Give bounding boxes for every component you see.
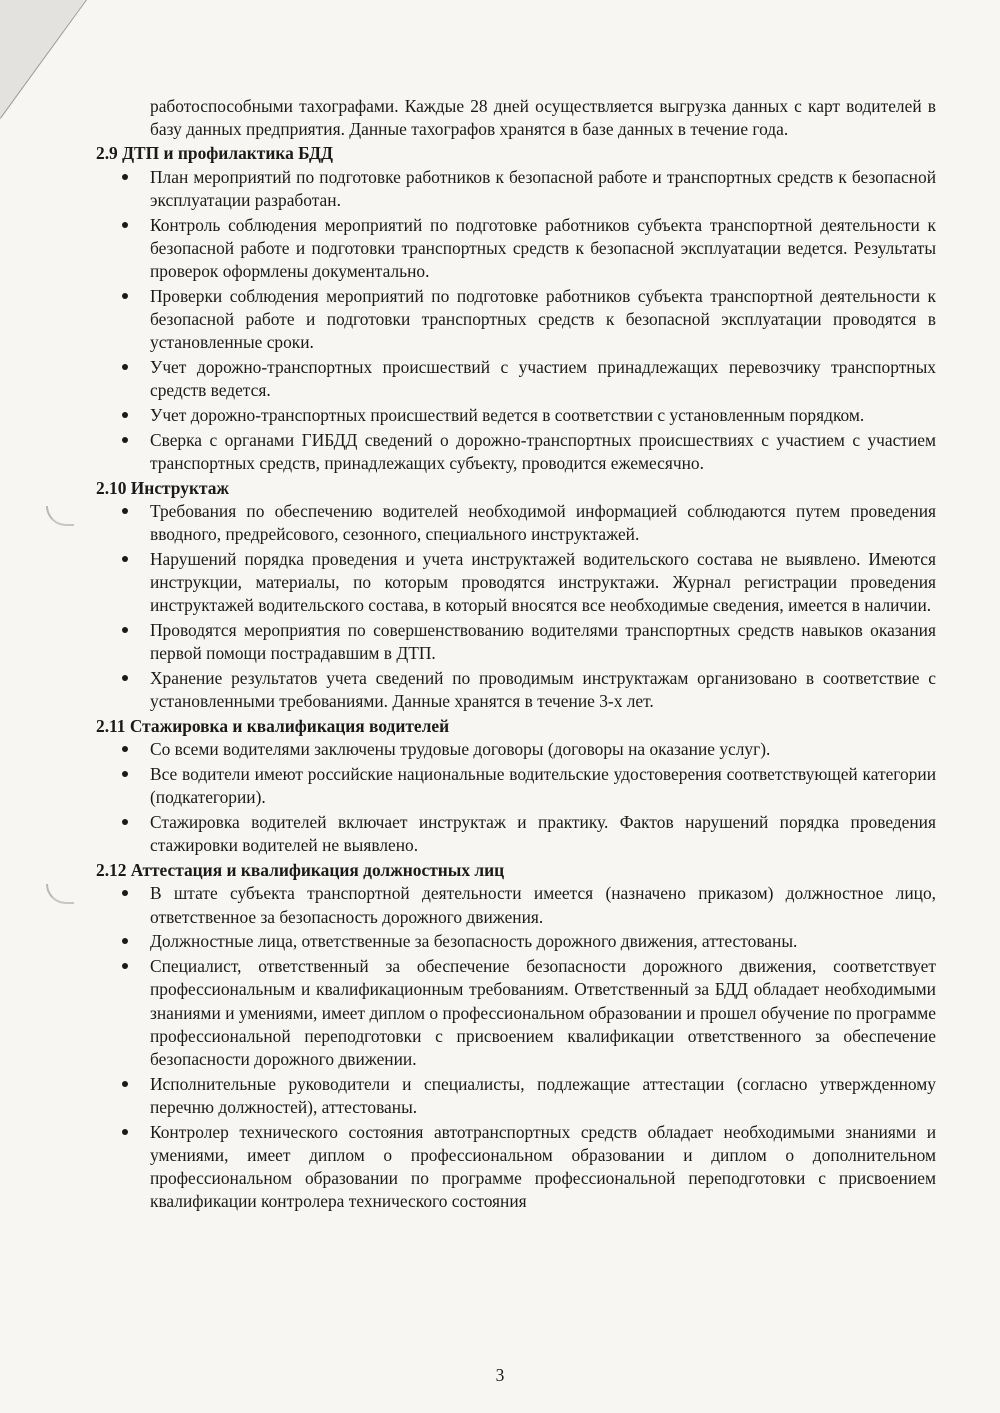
section-heading: 2.9 ДТП и профилактика БДД <box>96 143 333 164</box>
section-2-12 <box>96 859 936 1213</box>
bullet-icon <box>122 556 128 562</box>
list-item: Требования по обеспечению водителей необходимой информацией соблюдаются путем проведения вводного, предрейсового, сезонного, специального инструктажей. <box>96 500 936 546</box>
bullet-icon <box>122 364 128 370</box>
bullet-icon <box>122 222 128 228</box>
list-item: Учет дорожно-транспортных происшествий с участием принадлежащих перевозчику транспортных средств ведется. <box>96 356 936 402</box>
document-body <box>96 95 936 1215</box>
list-item: Контролер технического состояния автотранспортных средств обладает необходимыми знаниями и умениями, имеет диплом о профессиональном образовании и диплом о дополнительном профессиональном образовании по программе профессиональной переподготовки с присвоением квалификации контролера технического состояния <box>96 1121 936 1214</box>
bullet-icon <box>122 890 128 896</box>
bullet-icon <box>122 174 128 180</box>
section-2-11 <box>96 715 936 857</box>
list-item: Нарушений порядка проведения и учета инструктажей водительского состава не выявлено. Имеются инструкции, материалы, по которым проводятся инструктажи. Журнал регистрации проведения инструктажей водительского состава, в который вносятся все необходимые сведения, имеется в наличии. <box>96 548 936 618</box>
bullet-icon <box>122 627 128 633</box>
bullet-list <box>96 166 936 476</box>
bullet-list <box>96 500 936 714</box>
list-item: Контроль соблюдения мероприятий по подготовке работников субъекта транспортной деятельности к безопасной работе и подготовки транспортных средств к безопасной эксплуатации ведется. Результаты проверок оформлены документально. <box>96 214 936 284</box>
list-item: Специалист, ответственный за обеспечение безопасности дорожного движения, соответствует профессиональным и квалификационным требованиям. Ответственный за БДД обладает необходимыми знаниями и умениями, имеет диплом о профессиональном образовании и прошел обучение по программе профессиональной переподготовки с присвоением квалификации ответственного за обеспечение безопасности дорожного движении. <box>96 955 936 1071</box>
list-item: Проверки соблюдения мероприятий по подготовке работников субъекта транспортной деятельности к безопасной работе и подготовки транспортных средств к безопасной эксплуатации проводятся в установленные сроки. <box>96 285 936 355</box>
section-2-9 <box>96 142 936 475</box>
list-item: Сверка с органами ГИБДД сведений о дорожно-транспортных происшествиях с участием с участием транспортных средств, принадлежащих субъекту, проводится ежемесячно. <box>96 429 936 475</box>
intro-paragraph: работоспособными тахографами. Каждые 28 дней осуществляется выгрузка данных с карт водителей в базу данных предприятия. Данные тахографов хранятся в базе данных в течение года. <box>150 96 936 140</box>
section-heading: 2.10 Инструктаж <box>96 477 230 498</box>
list-item: Исполнительные руководители и специалисты, подлежащие аттестации (согласно утвержденному перечню должностей), аттестованы. <box>96 1073 936 1119</box>
bullet-icon <box>122 412 128 418</box>
list-item: Все водители имеют российские национальные водительские удостоверения соответствующей категории (подкатегории). <box>96 763 936 809</box>
section-heading: 2.11 Стажировка и квалификация водителей <box>96 716 450 737</box>
bullet-icon <box>122 1129 128 1135</box>
bullet-icon <box>122 819 128 825</box>
section-2-10 <box>96 477 936 714</box>
section-heading: 2.12 Аттестация и квалификация должностных лиц <box>96 860 505 881</box>
bullet-list <box>96 882 936 1213</box>
punch-hole-mark <box>46 506 74 526</box>
list-item: Стажировка водителей включает инструктаж и практику. Фактов нарушений порядка проведения стажировки водителей не выявлено. <box>96 811 936 857</box>
punch-hole-mark <box>46 884 74 904</box>
bullet-icon <box>122 293 128 299</box>
bullet-icon <box>122 963 128 969</box>
list-item: План мероприятий по подготовке работников к безопасной работе и транспортных средств к безопасной эксплуатации разработан. <box>96 166 936 212</box>
list-item: Хранение результатов учета сведений по проводимым инструктажам организовано в соответствие с установленными требованиями. Данные хранятся в течение 3-х лет. <box>96 667 936 713</box>
bullet-icon <box>122 1081 128 1087</box>
list-item: Должностные лица, ответственные за безопасность дорожного движения, аттестованы. <box>96 930 936 953</box>
bullet-icon <box>122 675 128 681</box>
list-item: Проводятся мероприятия по совершенствованию водителями транспортных средств навыков оказания первой помощи пострадавшим в ДТП. <box>96 619 936 665</box>
bullet-icon <box>122 771 128 777</box>
bullet-list <box>96 738 936 857</box>
bullet-icon <box>122 746 128 752</box>
bullet-icon <box>122 938 128 944</box>
list-item: В штате субъекта транспортной деятельности имеется (назначено приказом) должностное лицо, ответственное за безопасность дорожного движения. <box>96 882 936 928</box>
list-item: Со всеми водителями заключены трудовые договоры (договоры на оказание услуг). <box>96 738 936 761</box>
page-number: 3 <box>495 1365 505 1385</box>
list-item: Учет дорожно-транспортных происшествий ведется в соответствии с установленным порядком. <box>96 404 936 427</box>
bullet-icon <box>122 437 128 443</box>
bullet-icon <box>122 508 128 514</box>
